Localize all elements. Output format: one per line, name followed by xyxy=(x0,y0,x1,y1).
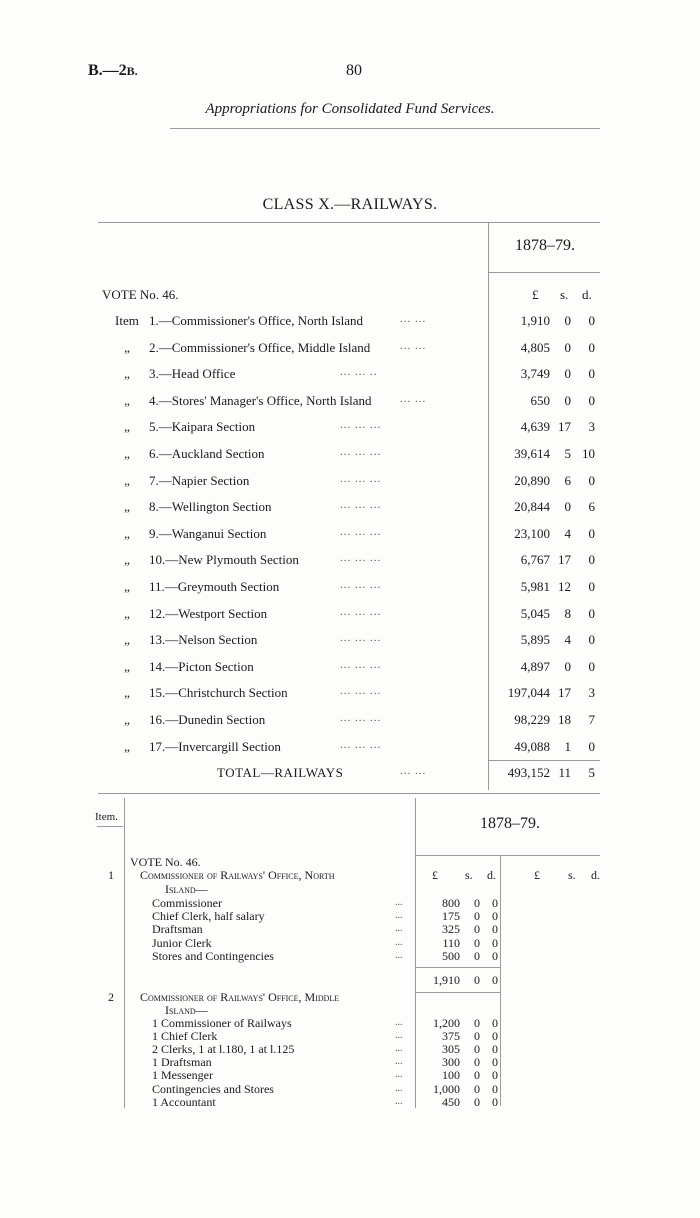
year-rule xyxy=(488,272,600,273)
ditto-mark: „ xyxy=(124,712,130,727)
row-pence: 0 xyxy=(588,579,595,594)
line-pence: 0 xyxy=(492,1055,498,1070)
summary-row xyxy=(0,393,700,415)
ditto-mark: „ xyxy=(124,499,130,515)
row-pounds: 4,897 xyxy=(520,658,550,674)
row-shillings: 17 xyxy=(558,419,571,435)
row-leader: ... ... ... xyxy=(340,685,382,698)
row-pounds: 39,614 xyxy=(514,446,550,461)
summary-row xyxy=(0,606,700,628)
ditto-mark: „ xyxy=(124,339,130,355)
summary-row xyxy=(0,659,700,681)
line-pence: 0 xyxy=(492,1029,498,1044)
detail-line xyxy=(0,1029,700,1043)
row-leader: ... ... ... xyxy=(340,419,382,432)
line-pence: 0 xyxy=(492,1068,498,1083)
row-pounds: 1,910 xyxy=(520,313,550,328)
detail-line xyxy=(0,922,700,936)
row-shillings: 4 xyxy=(564,525,571,541)
row-leader: ... ... ... xyxy=(340,658,382,671)
line-shillings: 0 xyxy=(474,948,480,963)
summary-row xyxy=(0,739,700,761)
ditto-mark: „ xyxy=(124,472,130,488)
line-leader: ... xyxy=(395,1030,403,1042)
total-label: TOTAL—RAILWAYS xyxy=(217,765,344,780)
line-leader: ... xyxy=(395,1043,403,1055)
line-shillings: 0 xyxy=(474,1081,480,1096)
detail-item-header: Item. xyxy=(95,811,118,823)
row-label: 2.—Commissioner's Office, Middle Island xyxy=(149,339,371,355)
line-leader: ... xyxy=(395,923,403,935)
row-label: 1.—Commissioner's Office, North Island xyxy=(149,313,364,328)
detail-year: 1878–79. xyxy=(480,815,540,832)
line-shillings: 0 xyxy=(474,909,480,924)
line-shillings: 0 xyxy=(474,1016,480,1030)
ditto-mark: „ xyxy=(124,419,130,435)
row-shillings: 0 xyxy=(564,392,571,408)
line-shillings: 0 xyxy=(474,1055,480,1070)
line-shillings: 0 xyxy=(474,935,480,950)
row-pence: 0 xyxy=(588,632,595,648)
group-number: 1 xyxy=(108,868,114,882)
line-text: Contingencies and Stores xyxy=(152,1081,274,1096)
row-label: 5.—Kaipara Section xyxy=(149,419,256,435)
row-shillings: 0 xyxy=(564,313,571,328)
line-text: 1 Accountant xyxy=(152,1094,216,1109)
line-pence: 0 xyxy=(492,922,498,937)
line-pence: 0 xyxy=(492,948,498,963)
summary-row xyxy=(0,473,700,495)
document-reference: B.—2B. xyxy=(88,62,138,79)
summary-row xyxy=(0,712,700,734)
total-leader: ... ... xyxy=(400,765,427,777)
row-leader: ... ... xyxy=(400,339,427,352)
item-header-rule xyxy=(97,826,123,827)
line-pounds: 500 xyxy=(442,948,460,963)
unit-pence-left: d. xyxy=(487,868,496,882)
row-label: 7.—Napier Section xyxy=(149,472,250,488)
row-leader: ... ... ... xyxy=(340,712,382,724)
group-heading-row xyxy=(0,882,700,896)
class-title: CLASS X.—RAILWAYS. xyxy=(262,196,438,213)
line-pounds: 110 xyxy=(442,935,460,950)
total-row xyxy=(0,765,700,787)
line-leader: ... xyxy=(395,897,403,908)
row-leader: ... ... .. xyxy=(340,366,378,379)
line-leader: ... xyxy=(395,1056,403,1068)
line-pence: 0 xyxy=(492,1094,498,1109)
line-shillings: 0 xyxy=(474,922,480,937)
row-shillings: 0 xyxy=(564,366,571,382)
unit-pounds-left: £ xyxy=(432,868,438,882)
detail-vote: VOTE No. 46. xyxy=(130,855,201,869)
ditto-mark: „ xyxy=(124,685,130,701)
row-leader: ... ... xyxy=(400,313,427,325)
group-heading: Commissioner of Railways' Office, Middle xyxy=(140,990,340,1004)
line-pounds: 375 xyxy=(442,1029,460,1044)
line-pounds: 1,200 xyxy=(433,1016,460,1030)
line-text: Stores and Contingencies xyxy=(152,948,274,963)
line-shillings: 0 xyxy=(474,1094,480,1109)
row-pounds: 20,890 xyxy=(514,472,550,488)
line-leader: ... xyxy=(395,1069,403,1081)
row-leader: ... ... ... xyxy=(340,605,382,618)
ditto-mark: „ xyxy=(124,392,130,408)
line-pence: 0 xyxy=(492,1042,498,1057)
row-shillings: 8 xyxy=(564,605,571,621)
row-pence: 0 xyxy=(588,552,595,568)
line-leader: ... xyxy=(395,1095,403,1107)
total-pence: 5 xyxy=(588,765,595,780)
detail-line xyxy=(0,1016,700,1030)
line-text: Chief Clerk, half salary xyxy=(152,909,265,924)
summary-year: 1878–79. xyxy=(515,237,575,254)
row-leader: ... ... ... xyxy=(340,472,382,485)
row-shillings: 0 xyxy=(564,499,571,515)
table1-top-rule xyxy=(98,222,600,223)
line-shillings: 0 xyxy=(474,1042,480,1057)
row-pence: 0 xyxy=(588,472,595,488)
row-pounds: 5,895 xyxy=(520,632,550,648)
line-pence: 0 xyxy=(492,909,498,924)
ditto-mark: „ xyxy=(124,366,130,382)
line-text: 1 Chief Clerk xyxy=(152,1029,218,1044)
line-pounds: 300 xyxy=(442,1055,460,1070)
line-leader: ... xyxy=(395,936,403,948)
row-pounds: 98,229 xyxy=(514,712,550,727)
detail-line xyxy=(0,896,700,910)
unit-pounds-right: £ xyxy=(534,868,540,882)
detail-line xyxy=(0,949,700,963)
row-shillings: 0 xyxy=(564,658,571,674)
row-leader: ... ... ... xyxy=(340,632,382,645)
row-pounds: 23,100 xyxy=(514,525,550,541)
row-label: 12.—Westport Section xyxy=(149,605,268,621)
row-label: 13.—Nelson Section xyxy=(149,632,258,648)
row-shillings: 0 xyxy=(564,339,571,355)
unit-shillings-left: s. xyxy=(465,868,473,882)
line-pence: 0 xyxy=(492,935,498,950)
unit-shillings: s. xyxy=(560,287,569,302)
summary-row xyxy=(0,499,700,521)
row-shillings: 5 xyxy=(564,446,571,461)
detail-vote-row xyxy=(0,855,700,869)
page-number: 80 xyxy=(346,62,362,79)
summary-row xyxy=(0,340,700,362)
row-pence: 0 xyxy=(588,658,595,674)
group-heading-row xyxy=(0,990,700,1004)
detail-line xyxy=(0,1042,700,1056)
row-shillings: 17 xyxy=(558,552,571,568)
row-leader: ... ... xyxy=(400,392,427,405)
row-shillings: 1 xyxy=(564,738,571,754)
row-pence: 0 xyxy=(588,313,595,328)
group-heading: Commissioner of Railways' Office, North xyxy=(140,868,335,882)
row-label: 3.—Head Office xyxy=(149,366,236,382)
unit-pence-right: d. xyxy=(591,868,600,882)
row-pounds: 5,981 xyxy=(520,579,550,594)
line-pounds: 100 xyxy=(442,1068,460,1083)
row-shillings: 4 xyxy=(564,632,571,648)
summary-row xyxy=(0,579,700,601)
summary-row xyxy=(0,313,700,335)
line-pence: 0 xyxy=(492,896,498,910)
row-shillings: 6 xyxy=(564,472,571,488)
ditto-mark: „ xyxy=(124,632,130,648)
row-pounds: 5,045 xyxy=(520,605,550,621)
ditto-mark: „ xyxy=(124,579,130,594)
line-leader: ... xyxy=(395,949,403,961)
subtotal-pence: 0 xyxy=(492,973,498,987)
ditto-mark: „ xyxy=(124,552,130,568)
detail-line xyxy=(0,909,700,923)
ditto-mark: „ xyxy=(124,525,130,541)
detail-line xyxy=(0,1068,700,1082)
total-pounds: 493,152 xyxy=(507,765,550,780)
summary-row xyxy=(0,526,700,548)
line-pounds: 800 xyxy=(442,896,460,910)
line-pounds: 305 xyxy=(442,1042,460,1057)
row-pounds: 4,639 xyxy=(520,419,550,435)
line-text: 1 Messenger xyxy=(152,1068,213,1083)
row-pence: 3 xyxy=(588,419,595,435)
row-label: 8.—Wellington Section xyxy=(149,499,272,515)
row-leader: ... ... ... xyxy=(340,525,382,538)
line-shillings: 0 xyxy=(474,1029,480,1044)
group-heading-cont: Island— xyxy=(165,882,208,896)
line-pence: 0 xyxy=(492,1016,498,1030)
row-shillings: 12 xyxy=(558,579,571,594)
row-label: 11.—Greymouth Section xyxy=(149,579,280,594)
row-pounds: 20,844 xyxy=(514,499,550,515)
page-title: Appropriations for Consolidated Fund Services. xyxy=(205,101,495,117)
table1-bottom-rule xyxy=(98,793,600,794)
header-rule xyxy=(170,128,600,129)
row-label: 10.—New Plymouth Section xyxy=(149,552,299,568)
subtotal-shillings: 0 xyxy=(474,973,480,987)
line-shillings: 0 xyxy=(474,896,480,910)
line-text: 1 Commissioner of Railways xyxy=(152,1016,292,1030)
row-shillings: 18 xyxy=(558,712,571,727)
line-text: Commissioner xyxy=(152,896,223,910)
row-pence: 3 xyxy=(588,685,595,701)
line-pounds: 325 xyxy=(442,922,460,937)
row-label: 16.—Dunedin Section xyxy=(149,712,266,727)
summary-row xyxy=(0,366,700,388)
row-leader: ... ... ... xyxy=(340,552,382,565)
row-shillings: 17 xyxy=(558,685,571,701)
ditto-mark: „ xyxy=(124,658,130,674)
unit-pounds: £ xyxy=(532,287,539,302)
row-label: 9.—Wanganui Section xyxy=(149,525,267,541)
row-label: 17.—Invercargill Section xyxy=(149,738,281,754)
line-leader: ... xyxy=(395,1017,403,1028)
row-pence: 0 xyxy=(588,392,595,408)
summary-row xyxy=(0,446,700,468)
subtotal-rule xyxy=(416,967,500,968)
row-leader: ... ... ... xyxy=(340,579,382,591)
total-shillings: 11 xyxy=(558,765,571,780)
row-pounds: 6,767 xyxy=(520,552,550,568)
group-heading-cont: Island— xyxy=(165,1003,208,1017)
row-label: 6.—Auckland Section xyxy=(149,446,265,461)
detail-line xyxy=(0,1082,700,1096)
row-pounds: 4,805 xyxy=(520,339,550,355)
row-pounds: 3,749 xyxy=(520,366,550,382)
unit-shillings-right: s. xyxy=(568,868,576,882)
line-shillings: 0 xyxy=(474,1068,480,1083)
row-label: 4.—Stores' Manager's Office, North Island xyxy=(149,392,372,408)
row-pence: 7 xyxy=(588,712,595,727)
row-pence: 0 xyxy=(588,605,595,621)
line-text: 1 Draftsman xyxy=(152,1055,212,1070)
line-pounds: 1,000 xyxy=(433,1081,460,1096)
row-label: 15.—Christchurch Section xyxy=(149,685,288,701)
row-label: 14.—Picton Section xyxy=(149,658,254,674)
line-pounds: 175 xyxy=(442,909,460,924)
total-rule xyxy=(488,760,600,761)
row-pounds: 49,088 xyxy=(514,738,550,754)
row-pence: 0 xyxy=(588,738,595,754)
line-pounds: 450 xyxy=(442,1094,460,1109)
line-text: Junior Clerk xyxy=(152,935,212,950)
detail-line xyxy=(0,1055,700,1069)
row-pence: 0 xyxy=(588,339,595,355)
unit-pence: d. xyxy=(582,287,592,302)
group-number: 2 xyxy=(108,990,114,1004)
group-heading-row xyxy=(0,1003,700,1017)
row-pence: 10 xyxy=(582,446,595,461)
subtotal-pounds: 1,910 xyxy=(433,973,460,987)
row-leader: ... ... ... xyxy=(340,738,382,751)
row-leader: ... ... ... xyxy=(340,499,382,512)
row-pounds: 197,044 xyxy=(507,685,550,701)
detail-line xyxy=(0,1095,700,1109)
subtotal-row xyxy=(0,973,700,987)
row-leader: ... ... ... xyxy=(340,446,382,458)
line-pence: 0 xyxy=(492,1081,498,1096)
row-pence: 0 xyxy=(588,525,595,541)
summary-row xyxy=(0,685,700,707)
ditto-mark: „ xyxy=(124,605,130,621)
summary-row xyxy=(0,632,700,654)
row-pounds: 650 xyxy=(530,392,550,408)
line-leader: ... xyxy=(395,1082,403,1094)
row-pence: 0 xyxy=(588,366,595,382)
row-pence: 6 xyxy=(588,499,595,515)
line-leader: ... xyxy=(395,910,403,922)
detail-line xyxy=(0,936,700,950)
summary-row xyxy=(0,419,700,441)
summary-row xyxy=(0,552,700,574)
ditto-mark: „ xyxy=(124,738,130,754)
ditto-mark: „ xyxy=(124,446,130,461)
summary-vote: VOTE No. 46. xyxy=(102,287,179,302)
item-word: Item xyxy=(115,313,139,328)
line-text: Draftsman xyxy=(152,922,203,937)
line-text: 2 Clerks, 1 at l.180, 1 at l.125 xyxy=(152,1042,295,1057)
group-heading-row xyxy=(0,868,700,882)
